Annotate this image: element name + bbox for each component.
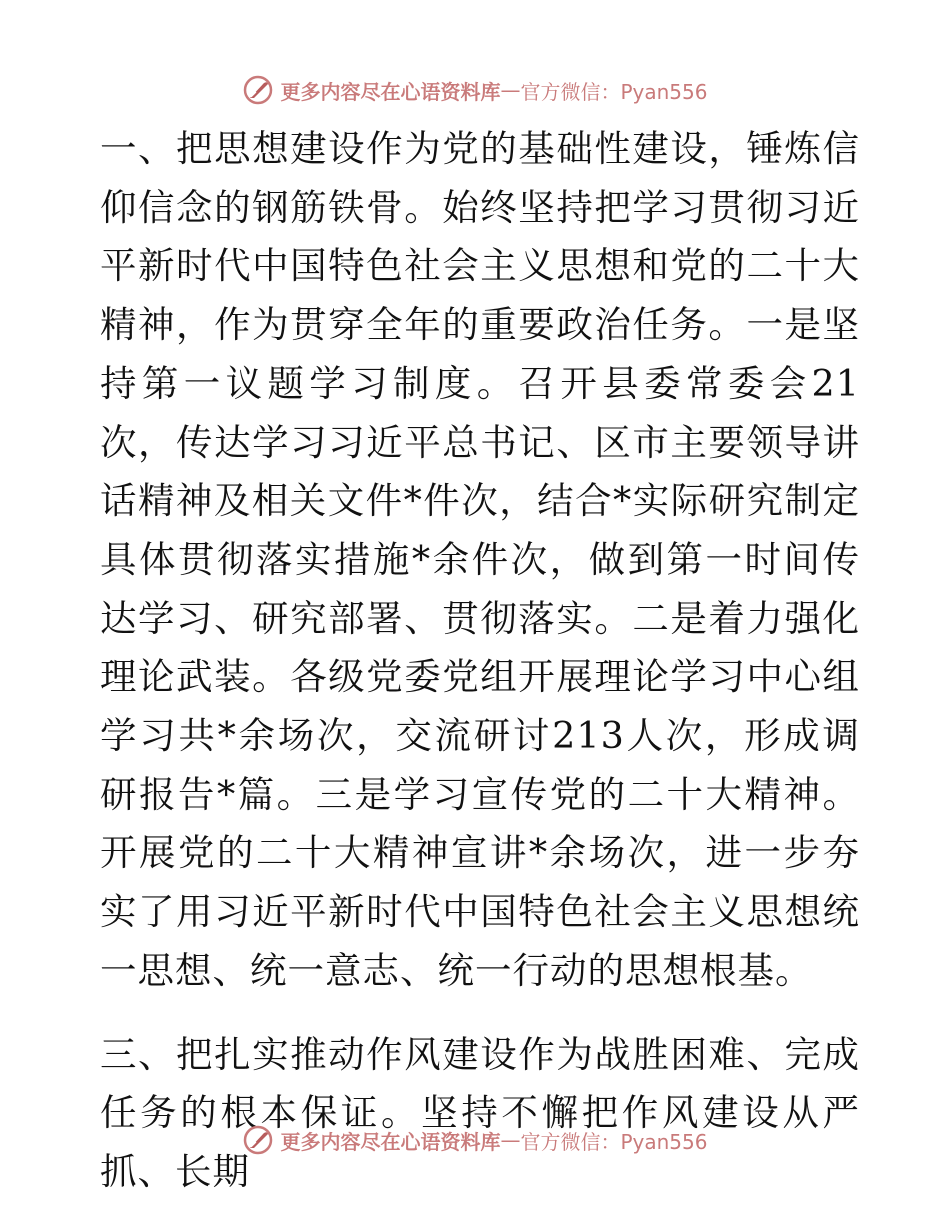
footer-contact-text: 官方微信：Pyan556 [520, 1129, 708, 1154]
paragraph-2: 三、把扎实推动作风建设作为战胜困难、完成任务的根本保证。坚持不懈把作风建设从严抓、长期 [100, 1032, 860, 1193]
footer-banner [0, 1120, 950, 1160]
quill-pen-icon [242, 1124, 274, 1156]
banner-site-text: 更多内容尽在心语资料库 [280, 79, 501, 104]
header-banner [0, 70, 950, 110]
footer-site-text: 更多内容尽在心语资料库 [280, 1129, 501, 1154]
paragraph-1: 一、把思想建设作为党的基础性建设，锤炼信仰信念的钢筋铁骨。始终坚持把学习贯彻习近平新时代中国特色社会主义思想和党的二十大精神，作为贯穿全年的重要政治任务。一是坚持第一议题学习制度。召开县委常委会21次，传达学习习近平总书记、区市主要领导讲话精神及相关文件*件次，结合*实际研究制定具体贯彻落实措施*余件次，做到第一时间传达学习、研究部署、贯彻落实。二是着力强化理论武装。各级党委党组开展理论学习中心组学习共*余场次，交流研讨213人次，形成调研报告*篇。三是学习宣传党的二十大精神。开展党的二十大精神宣讲*余场次，进一步夯实了用习近平新时代中国特色社会主义思想统一思想、统一意志、统一行动的思想根基。 [100, 127, 860, 992]
footer-separator: — [500, 1128, 521, 1152]
document-body [100, 120, 860, 1202]
quill-pen-icon [242, 74, 274, 106]
banner-contact-text: 官方微信：Pyan556 [520, 79, 708, 104]
banner-separator: — [500, 78, 521, 102]
